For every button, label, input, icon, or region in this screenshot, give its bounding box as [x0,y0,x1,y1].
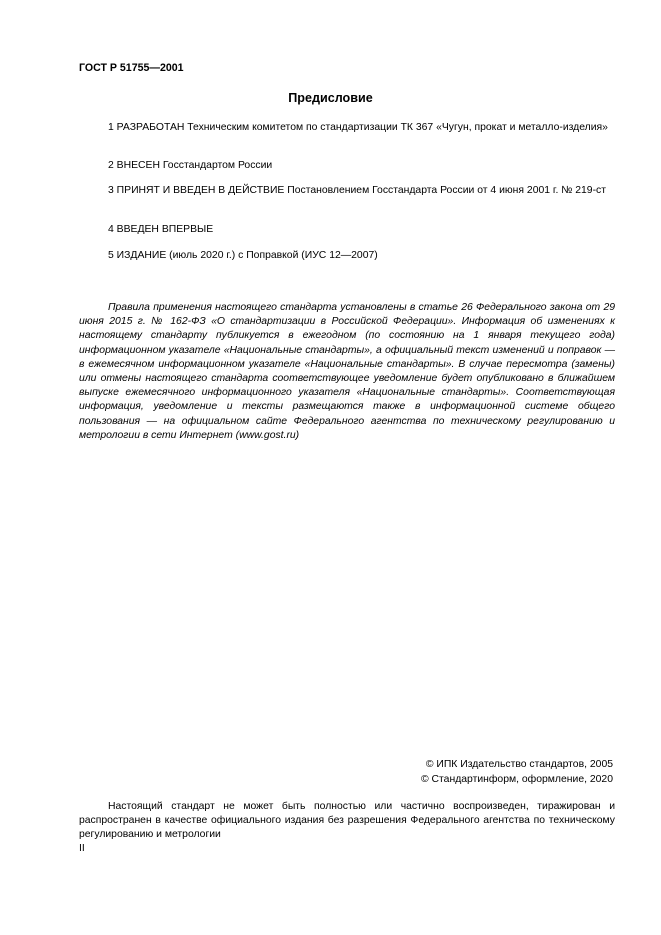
copyright-standartinform: © Стандартинформ, оформление, 2020 [420,774,613,785]
foreword-item-5: 5 ИЗДАНИЕ (июль 2020 г.) с Поправкой (ИУС 12—2007) [108,250,378,261]
document-code: ГОСТ Р 51755—2001 [79,62,184,74]
copyright-ipk: © ИПК Издательство стандартов, 2005 [425,759,613,770]
page-number: II [79,843,85,854]
reproduction-notice: Настоящий стандарт не может быть полностью или частично воспроизведен, тиражирован и распространен в качестве официального издания без разрешения Федерального агентства по техническому регулированию и метрологии [79,801,615,841]
page-title: Предисловие [288,91,373,105]
standard-application-notice: Правила применения настоящего стандарта установлены в статье 26 Федерального закона от 29 июня 2015 г. № 162-ФЗ «О стандартизации в Российской Федерации». Информация об изменениях к настоящему стандарту публикуется в ежегодном (по состоянию на 1 января текущего года) информационном указателе «Национальные стандарты», а официальный текст изменений и поправок — в ежемесячном информационном указателе «Национальные стандарты». В случае пересмотра (замены) или отмены настоящего стандарта соответствующее уведомление будет опубликовано в ближайшем выпуске ежемесячного информационного указателя «Национальные стандарты». Соответствующая информация, уведомление и тексты размещаются также в информационной системе общего пользования — на официальном сайте Федерального агентства по техническому регулированию и метрологии в сети Интернет (www.gost.ru) [79,302,615,441]
foreword-item-2: 2 ВНЕСЕН Госстандартом России [108,160,273,171]
foreword-item-3: 3 ПРИНЯТ И ВВЕДЕН В ДЕЙСТВИЕ Постановлением Госстандарта России от 4 июня 2001 г. № 219-ст [108,185,606,196]
foreword-item-4: 4 ВВЕДЕН ВПЕРВЫЕ [108,224,214,235]
foreword-item-1: 1 РАЗРАБОТАН Техническим комитетом по стандартизации ТК 367 «Чугун, прокат и металло-изделия» [108,122,608,133]
